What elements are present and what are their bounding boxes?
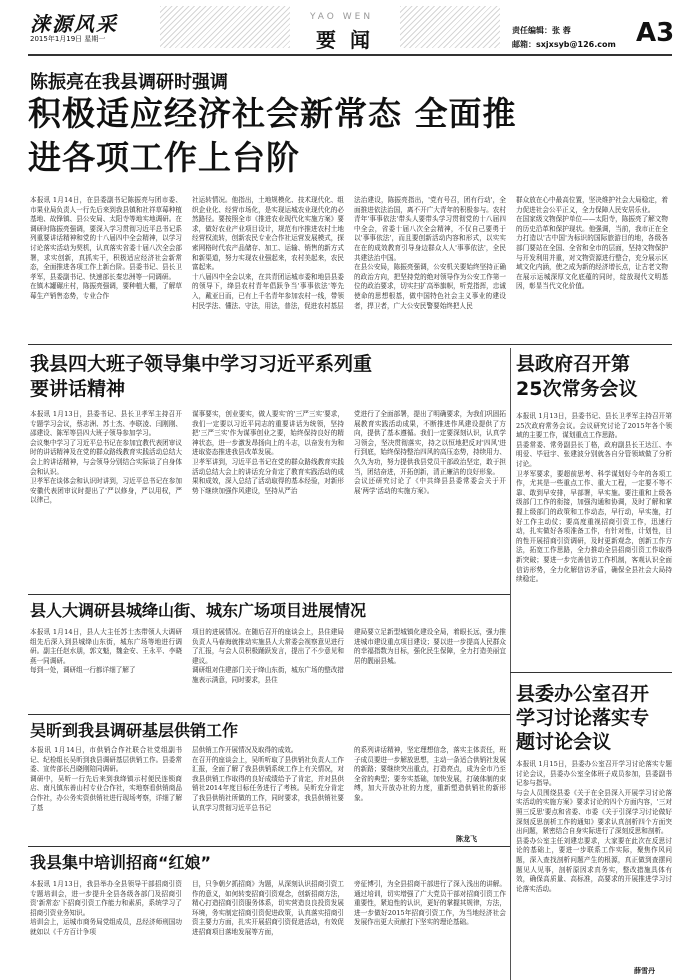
section-rule-1 — [28, 344, 672, 345]
section-rule-4 — [28, 846, 510, 847]
article4-column-1: 本报讯 1月14日，市供销合作社联合社党组副书记、纪检组长吴昕到我县调研基层供销工作。县委常委、宣传部长吕晓刚陪同调研。 调研中，吴昕一行先后来到我绛镇示村便民连锁商店、南凡镇东善山村专业合作社，实地察看供销商品合作社，办公务实资供销社进行现场考察，详细了解了基 — [30, 746, 182, 812]
article3-column-2: 项目的进展情况。在随后召开的座谈会上，县住建局负责人马春海就推动实施县人大常委会视察意见进行了汇报，与会人员积极踊跃发言，提出了不少意见和建议。 调研组对住建部门关于绛山东街，城东广场的整改措施表示满意，同时要求，县住 — [192, 628, 344, 684]
side1-headline — [516, 352, 676, 402]
article5-column-3: 旁征博引，为全县招商干部进行了深入浅出的讲解。通过培训，切实增强了广大党员干部对招商引资工作重要性，紧迫性的认识，更好的掌握其规律，方法，进一步做好2015年招商引资工作，为当地经济社会发展作出更大贡献打下坚实的理论基础。 — [354, 880, 506, 927]
article5-headline: 我县集中培训招商“红娘” — [30, 853, 212, 872]
article3-headline: 县人大调研县城绛山街、城东广场项目进展情况 — [30, 601, 367, 620]
side2-headline-line2: 学习讨论落实专 — [516, 707, 650, 729]
article4-headline: 吴昕到我县调研基层供销工作 — [30, 721, 239, 740]
section-name-en: YAO WEN — [310, 12, 374, 22]
article2-headline — [30, 352, 500, 402]
article5-column-2: 目，只争朝夕抓招商》为题，从深刻认识招商引资工作的意义，如何转变招商引资观念，创新招商方法，精心打造招商引资服务体系，切实营造良良投资发展环境，务实制定招商引资促进政策，认真落实招商引资主要力方面，扎实开展招商引资促进活动，有效促进招商项目落地发展等方面， — [192, 880, 344, 936]
side2-headline-line3: 题讨论会议 — [516, 731, 612, 753]
masthead-pattern-right — [400, 6, 500, 48]
side2-signature: 薛雪丹 — [634, 967, 655, 975]
lead-column-1: 本报讯 1月14日，在县委副书记陈振亮与团市委、市果业局负责人一行先后来到我县镇和社祥草莓种植基地、故锋镇、县公安局、太阳寺等地实地调研。在调研时陈振亮强调，要深入学习贯彻习近平总书记系列重要讲话精神和党的十八届四中全会精神，以学习讨论落实活动为契机，认真落实省委十届八次全会部署，求实创新，真抓实干，积极适应经济社会新常态，全面推进各项工作上新台阶。县委书记、县长卫孝军，县委副书记、快速部长秦忠洲等一同调研。 在镇木罐碾庄村，陈振亮强调，要种植大棚，了解草莓生产销售态势，专业合作 — [30, 196, 182, 300]
article2-headline-line1: 我县四大班子领导集中学习习近平系列重 — [30, 353, 373, 375]
masthead-pattern — [160, 6, 290, 48]
article3-column-1: 本报讯 1月14日，县人大主任苏士杰带领人大调研组先后深入到县城绛山东街，城东广场等地进行调研。副主任赵水朋，郭文魁，魏金安、王永平、李晓燕一同调研。 每到一处，调研组一行都详细了解了 — [30, 628, 182, 675]
masthead — [0, 0, 700, 56]
article2-column-3: 党进行了全面部署，提出了明确要求，为我们巩固拓展教育实践活动成果，不断推进作风建设提供了方向，提供了基本遵循。我们一定要深刻认识，认真学习领会，坚决贯彻落实，持之以恒地把反对'四风'进行到底，始终保持整治四风的高压态势，持续用力、久久为功，努力提供我县党员干部政治坚定，敢于担当，团结奋进，开拓创新，清正廉洁的良好形象。 会议还研究讨论了《中共绛县县委常委会关于开展'两学'活动的实施方案》。 — [354, 410, 506, 495]
side-rule — [510, 672, 672, 673]
side1-headline-line2: 25次常务会议 — [516, 378, 638, 400]
article5-column-1: 本报讯 1月13日，我县举办全县领导干部招商引资专题培训会，进一步提升全县各级各部门及招商引资'新常态'下招商引资工作能力和素质，系统学习了招商引资业务知识。 培训会上，运城市商务局党组成员，总经济师刑国功就如以《千方百计争项 — [30, 880, 182, 936]
article3-column-3: 建局要立足新型城镇化建设全局，着眼长远，强力推进城市建设重点项目建设；要以进一步提高人民群众的幸福指数为目标，强化民生保障，全力打造美丽宜居的靓丽县城。 — [354, 628, 506, 665]
article4-column-3: 的系列讲话精神，坚定理想信念，落实主体责任，班子成员要进一步解放思想，主动一条适合供销社发展的新路；要继续突出重点，打造亮点，成为全市乃至全省的典型；要夯实基础，加快发展，打破体制的束缚，加大开放办社的力度，重新塑造供销社的新形象。 — [354, 746, 506, 802]
article2-headline-line2: 要讲话精神 — [30, 378, 126, 400]
editor-email: 邮箱：sxjxsyb@126.com — [512, 40, 616, 49]
article4-column-2: 层供销工作开展情况及取得的成效。 在召开的座谈会上，吴昕听取了县供销社负责人工作汇报，全面了解了我县供销系统工作上有关情况，对我县供销工作取得的良好成绩给予了肯定，并对县供销社2014年度目标任务进行了考核。吴昕充分肯定了我县供销社所做的工作，同时要求，我县供销社要认真学习贯彻习近平总书记 — [192, 746, 344, 812]
lead-headline-line1: 积极适应经济社会新常态 全面推 — [28, 94, 517, 133]
issue-date: 2015年1月19日 星期一 — [30, 35, 106, 43]
side-column-divider — [510, 348, 511, 980]
article2-column-2: 谋事要实，创业要实，做人要实'的'三严三实'要求，我们一定要以习近平同志的重要讲话为统领，坚持把'三严三实'作为谋事创业之要，始终保持良好的精神状态，进一步激发昂扬向上的斗志，以奋发有为和进取姿态推进我县改革发展。 卫孝军讲到，习近平总书记在党的群众路线教育实践活动总结大会上的讲话充分肯定了教育实践活动的成果和成效，深入总结了活动取得的基本经验，对新形势下继续加强作风建设，坚持从严治 — [192, 410, 344, 495]
article2-column-1: 本报讯 1月13日，县委书记、县长卫孝军主持召开专题学习会议，蔡志洲、苏士杰、李联凌、闫刚刚、邵建设、陈军等县四大班子领导参加学习。 会议集中学习了习近平总书记在参加宜教代表团审议时的讲话精神及在党的群众路线教育实践活动总结大会上的讲话精神，与会领导分别结合实际谈了自身体会和认识。 卫孝军在谈体会和认识时讲到，习近平总书记在参加安徽代表团审议时提出了'严以修身，严以用权，严以律己， — [30, 410, 182, 505]
page-number: A3 — [636, 18, 675, 48]
editor-label: 责任编辑：张 蓉 — [512, 26, 571, 35]
side2-body: 本报讯 1月15日，县委办公室召开学习讨论落实专题讨论会议，县委办公室全体班子成员参加，县委副书记参与指导。 与会人员围绕县委《关于在全县深入开展学习讨论落实活动的实施方案》要求讨论的四个方面内容，'三对照三反思'要点和省委、市委《关于引深学习讨论做好深刻反思剖析工作的通知》要求认真剖析四个方面突出问题，紧密结合自身实际进行了深刻反思和剖析。 县委办公室主任刘建忠要求，大家要在此次在反思讨论的基础上，要进一步联系工作实际，聚焦作风问题，深入查找剖析问题产生的根源，真正做到查摆问题见人见事，剖析原因求真务实，整改措施具体有效，确保高质量、高标准，高要求的开展推进学习讨论落实活动。 — [516, 760, 672, 893]
side1-body: 本报讯 1月13日，县委书记、县长卫孝军主持召开第25次政府常务会议。会议研究讨论了2015年各个领域的主要工作，谋划重点工作思路。 县委常委、常务副县长丁格，政府副县长王达江、李明爱、毕冠宇、张建波分别就各自分管领域做了分析讨论。 卫孝军要求，要超前思考、科学谋划好今年的各项工作，尤其是一些重点工作、重大工程，一定要不等不靠、敢到早安排，早部署，早实施。要注重和上级各级部门工作的衔接，加强沟通和协调，及时了解和掌握上级部门的政策和工作动态，早行动，早实施，打好工作主动仗；要高度重视招商引资工作，迅速行动，扎实做好各项准备工作，有针对性，计划性，目的性开展招商引资调研，及时更新观念，创新工作方法，拓宽工作思路，全力推动全县招商引资工作取得新突破；要进一步完善信访工作机制，客观认识全面信访形势，全力化解信访矛盾，确保全县社会大局持续稳定。 — [516, 412, 672, 584]
side2-headline — [516, 682, 676, 754]
lead-headline-line2: 进各项工作上台阶 — [28, 138, 300, 177]
section-name: 要闻 — [316, 28, 384, 52]
newspaper-logo: 涞源风采 — [30, 12, 118, 36]
lead-column-2: 社运转情况。他指出，土地规模化、技术现代化、组织企业化、经营市场化，是实现运城农业现代化的必然路径。要按照全市《推进农业现代化实施方案》要求，做好农业产业项目设计，规范有序推进农村土地经营权流转，创新农民专业合作社运营发展模式，探索网格时代农产品储存、加工、运输、销售的新方式和新渠道，努力实现农业强起来，农村美起来，农民富起来。 十八届四中全会以来，在共青团运城市委和地县县委的领导下，绛县农村青年倡跃争当'事事依法'等先入，戴亚日而，已有上千名青年参加农村一线，带领村民学法、懂法、守法，用法，普法，促进农村基层 — [192, 196, 344, 310]
section-rule-2 — [28, 594, 510, 595]
side2-headline-line1: 县委办公室召开 — [516, 683, 650, 705]
section-rule-3 — [28, 714, 510, 715]
side1-headline-line1: 县政府召开第 — [516, 353, 631, 375]
masthead-rule — [28, 54, 672, 56]
article4-signature: 陈龙飞 — [456, 835, 477, 843]
editor-info — [512, 24, 616, 52]
lead-kicker: 陈振亮在我县调研时强调 — [30, 72, 228, 93]
lead-column-3: 法治建设，陈振亮指出，'党有号召，团有行动'，全面推进依法治国，离不开广大青年的积极参与。农村青年'事事依法'带头人要带头学习贯彻党的十八届四中全会，省委十届八次全会精神，不仅自己要勇于以'事事依法'，而且要创新活动内容和形式，以实实在在的成效教育引导身边群众人人'事事依法'，全民共建法治中国。 在县公安局，陈振亮强调，公安机关要始终坚持正确的政治方向，把坚持党的绝对领导作为公安工作第一位的政治要求，切实扫扩高举旗帜，听党指挥，忠诚使命的思想根基，做中国特色社会主义事业的建设者，捍卫者，广大公安民警要始终把人民 — [354, 196, 506, 310]
lead-column-4: 群众放在心中最高位置，坚决维护社会大局稳定，着力促进社会公平正义，全力保障人民安居乐业。 在国家级文物保护单位——太阳寺，陈振亮了解文物的历史沿革和保护现状。他强调，当前，我市正在全力打造以'古中国'为标识的国际旅游目的地，各级各部门要站在全国、全省和全市的层面，坚持文物保护与开发利用并重，对文物资源进行整合，充分展示区域文化内涵，使之成为新的经济增长点，让古老文物在展示运城深厚文化底蕴的同时，绽放现代文明基因，彰显当代文化价值。 — [516, 196, 668, 291]
